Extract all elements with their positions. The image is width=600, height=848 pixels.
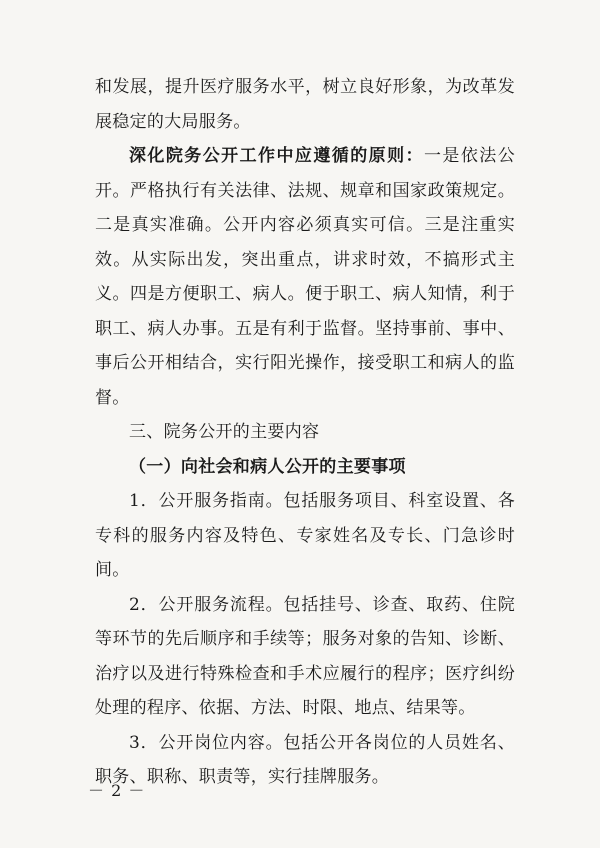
- section-heading-3: 三、院务公开的主要内容: [129, 422, 320, 442]
- page-number: － 2 －: [88, 781, 146, 800]
- item-service-guide: 1．公开服务指南。包括服务项目、科室设置、各专科的服务内容及特色、专家姓名及专长、门急诊时间。: [95, 491, 515, 580]
- item-post-content: 3．公开岗位内容。包括公开各岗位的人员姓名、职务、职称、职责等，实行挂牌服务。: [95, 732, 515, 787]
- document-body: [95, 70, 515, 795]
- subsection-heading-1: （一）向社会和病人公开的主要事项: [129, 456, 406, 477]
- principles-text: 一是依法公开。严格执行有关法律、法规、规章和国家政策规定。二是真实准确。公开内容必须真实可信。三是注重实效。从实际出发，突出重点，讲求时效，不搞形式主义。四是方便职工、病人。便于职工、病人知情，利于职工、病人办事。五是有利于监督。坚持事前、事中、事后公开相结合，实行阳光操作，接受职工和病人的监督。: [95, 146, 515, 408]
- item-service-process: 2．公开服务流程。包括挂号、诊查、取药、住院等环节的先后顺序和手续等；服务对象的告知、诊断、治疗以及进行特殊检查和手术应履行的程序；医疗纠纷处理的程序、依据、方法、时限、地点、结果等。: [95, 594, 515, 718]
- principles-heading: 深化院务公开工作中应遵循的原则：: [129, 146, 424, 166]
- paragraph-principles: [95, 139, 515, 415]
- paragraph-continuation: 和发展，提升医疗服务水平，树立良好形象，为改革发展稳定的大局服务。: [95, 77, 515, 132]
